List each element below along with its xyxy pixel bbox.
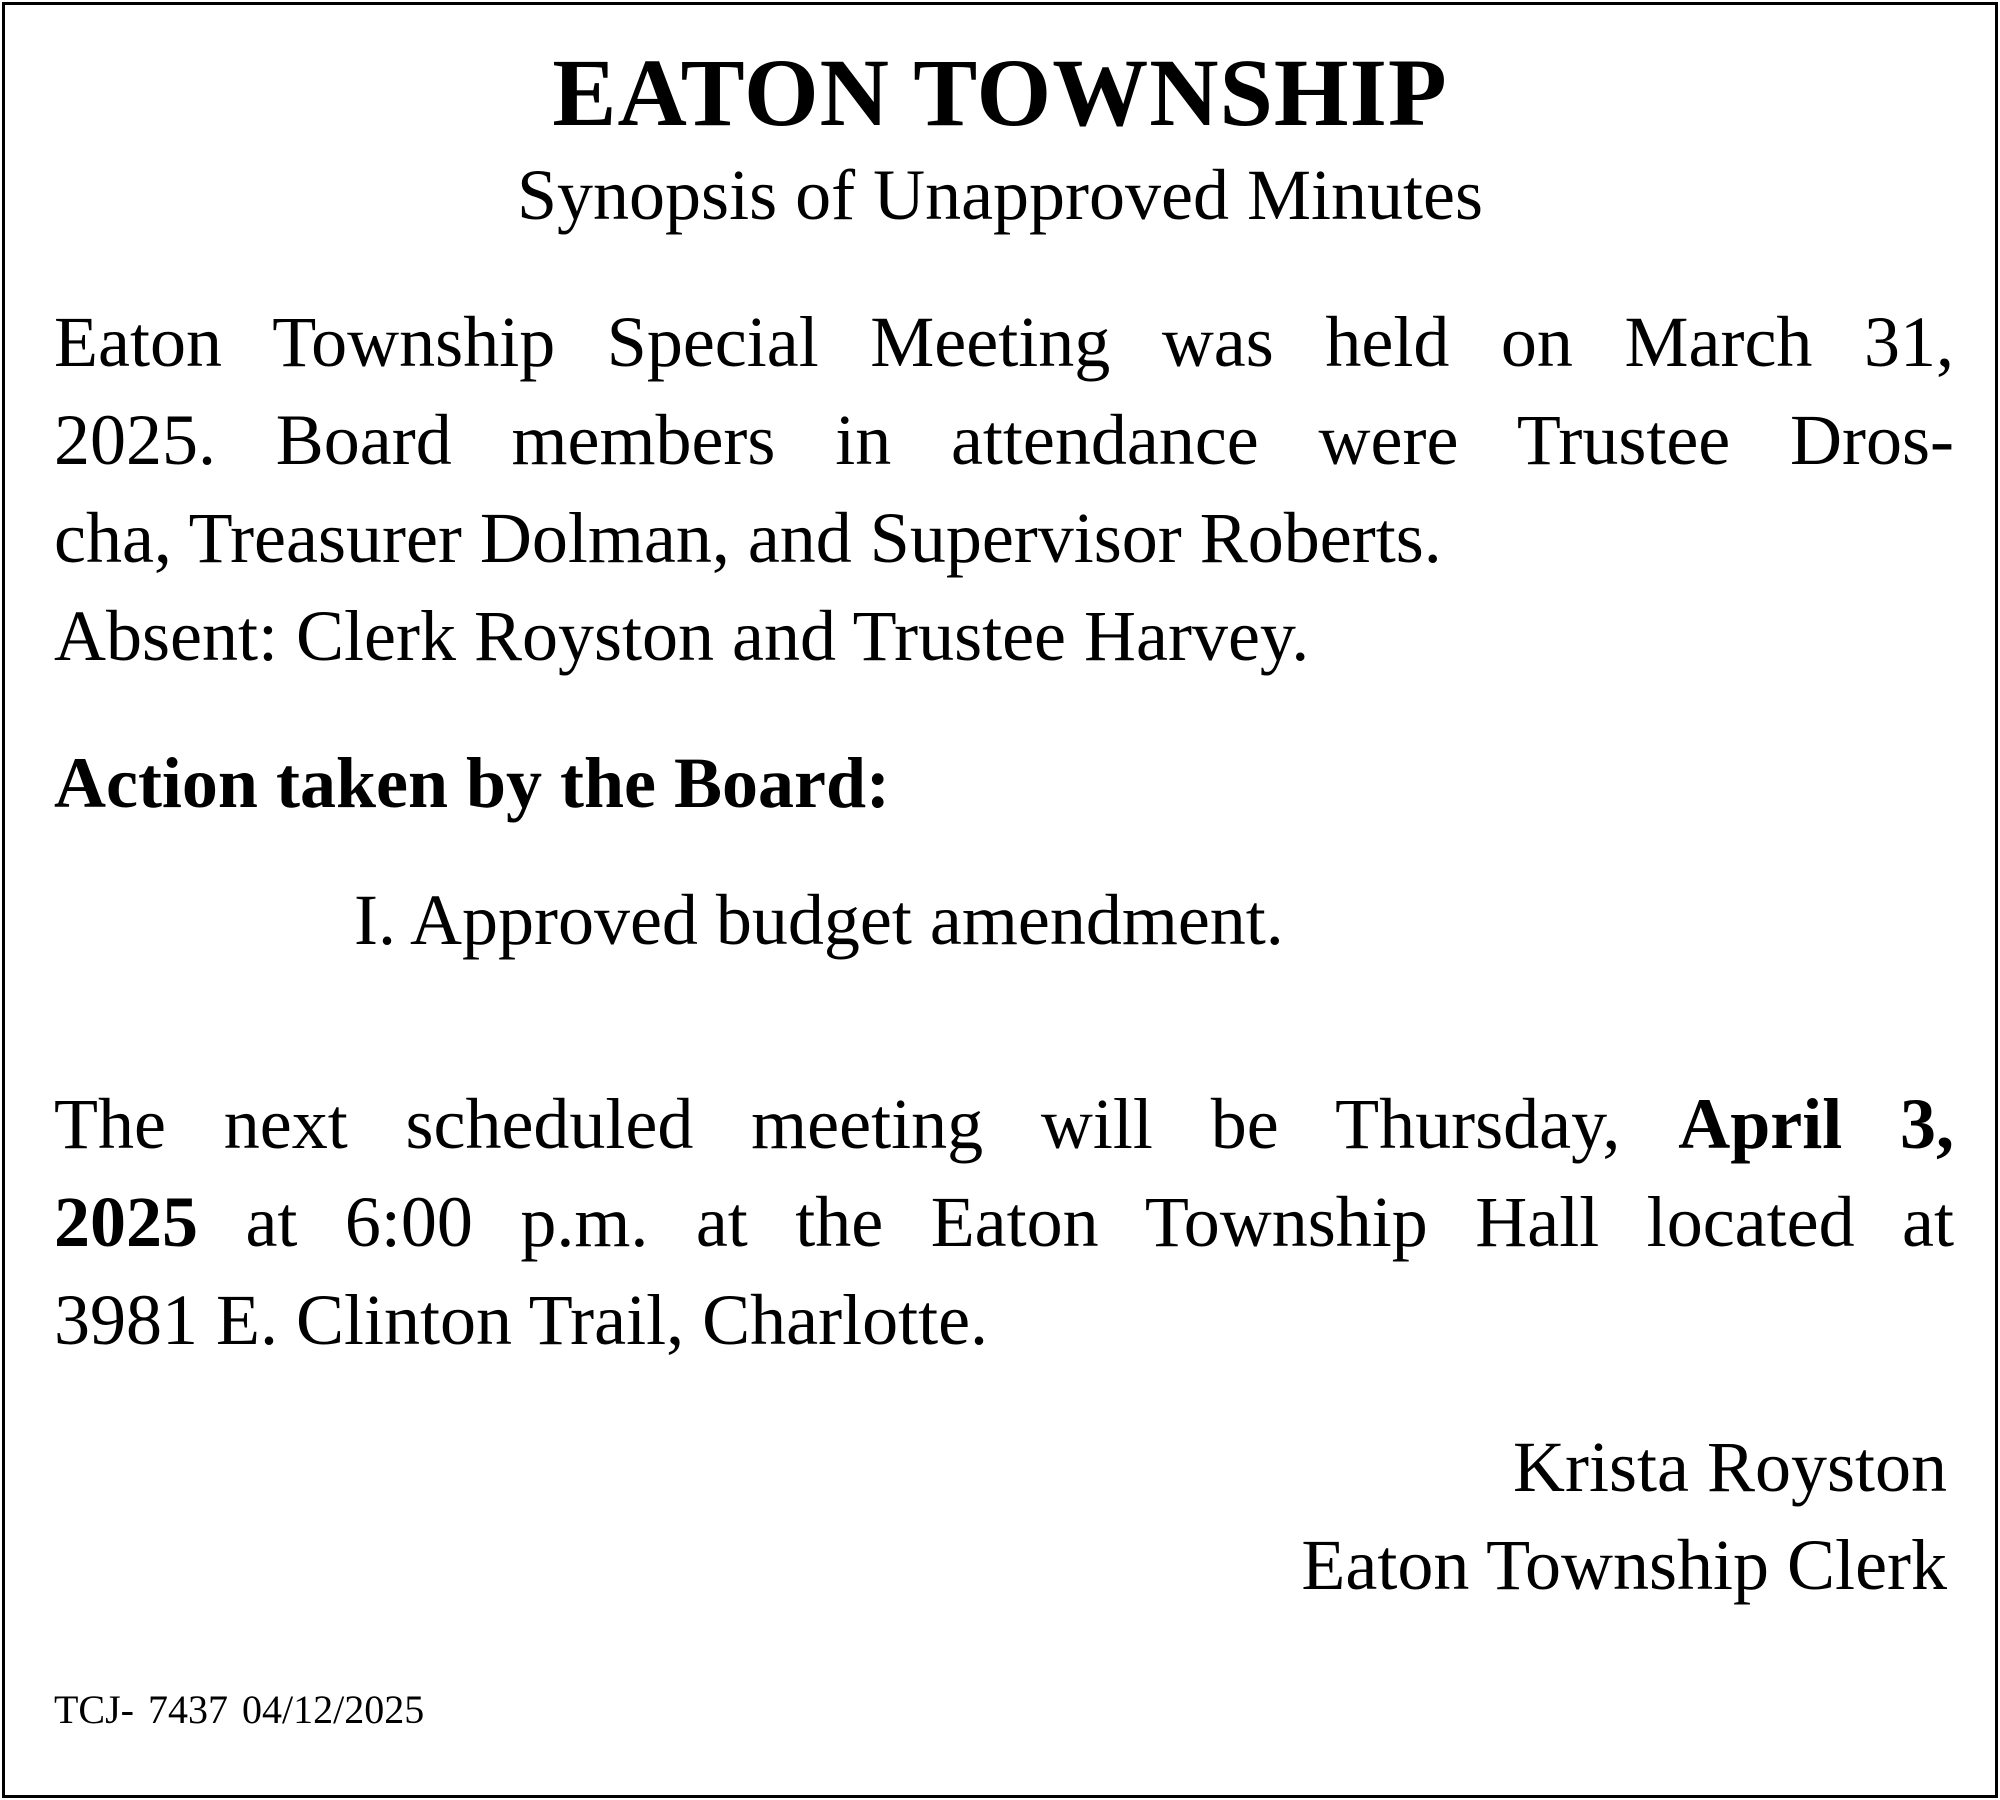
next-meeting-date: April 3, [1678,1084,1954,1164]
next-meeting-text: The next scheduled meeting will be Thursday, [54,1084,1679,1164]
next-meeting-address: 3981 E. Clinton Trail, Charlotte. [54,1280,989,1360]
summary-line: Absent: Clerk Royston and Trustee Harvey. [54,596,1310,676]
action-heading: Action taken by the Board: [54,743,891,823]
next-meeting [54,1075,1954,1369]
action-item: I. Approved budget amendment. [354,880,1284,960]
signer-name: Krista Royston [1512,1427,1947,1507]
legal-notice [2,2,1998,1798]
summary-line: cha, Treasurer Dolman, and Supervisor Roberts. [54,498,1442,578]
signature-block [1301,1418,1947,1614]
notice-title: EATON TOWNSHIP [552,39,1448,146]
meeting-summary [54,293,1954,685]
summary-line: Eaton Township Special Meeting was held on March 31, [54,302,1954,382]
next-meeting-year: 2025 [54,1182,198,1262]
notice-subtitle: Synopsis of Unapproved Minutes [517,155,1483,235]
summary-line: 2025. Board members in attendance were Trustee Dros- [54,400,1954,480]
publication-code: TCJ- 7437 04/12/2025 [54,1687,425,1732]
next-meeting-line [54,1173,1954,1271]
next-meeting-line [54,1075,1954,1173]
next-meeting-text: at 6:00 p.m. at the Eaton Township Hall located at [198,1182,1954,1262]
signer-title: Eaton Township Clerk [1301,1525,1947,1605]
